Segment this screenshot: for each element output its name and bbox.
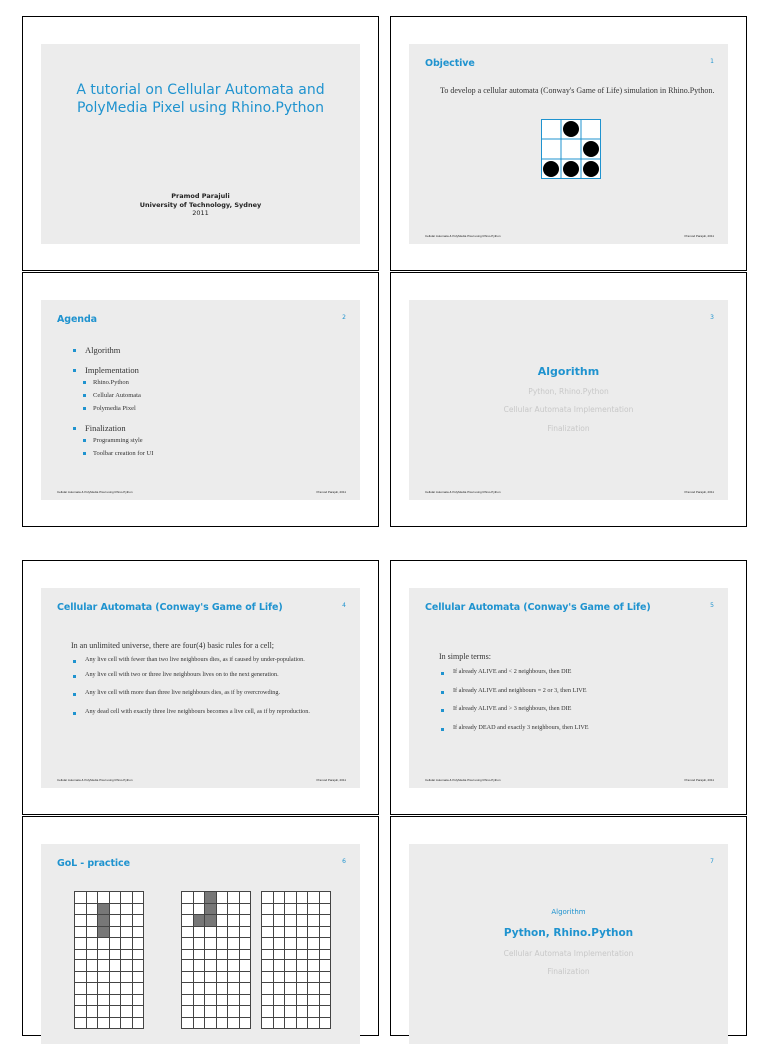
grid-cell bbox=[87, 892, 99, 904]
practice-grid bbox=[181, 959, 251, 1029]
grid-cell bbox=[121, 983, 133, 995]
footer-right: Pramod Parajuli, 2011 bbox=[316, 778, 346, 782]
grid-cell bbox=[262, 960, 274, 972]
grid-cell bbox=[297, 927, 309, 939]
grid-cell bbox=[297, 960, 309, 972]
grid-cell bbox=[308, 972, 320, 984]
grid-cell bbox=[217, 892, 229, 904]
grid-cell bbox=[285, 960, 297, 972]
grid-cell bbox=[194, 1006, 206, 1018]
objective-text: To develop a cellular automata (Conway's Game of Life) simulation in Rhino.Python. bbox=[440, 86, 715, 95]
grid-cell bbox=[308, 927, 320, 939]
grid-cell bbox=[285, 995, 297, 1007]
grid-cell bbox=[240, 915, 252, 927]
slide-title: Objective bbox=[425, 58, 475, 69]
grid-cell bbox=[205, 938, 217, 950]
grid-cell bbox=[228, 938, 240, 950]
grid-cell bbox=[262, 1018, 274, 1030]
grid-cell bbox=[75, 983, 87, 995]
section-heading: Algorithm bbox=[537, 365, 600, 378]
grid-cell bbox=[121, 904, 133, 916]
agenda-subitem: Rhino.Python bbox=[71, 378, 331, 387]
grid-cell bbox=[182, 972, 194, 984]
grid-cell bbox=[133, 1006, 145, 1018]
section-subitem: Algorithm bbox=[551, 908, 586, 916]
slide-title: GoL - practice bbox=[57, 858, 130, 869]
grid-cell bbox=[182, 904, 194, 916]
grid-cell bbox=[297, 904, 309, 916]
grid-cell bbox=[217, 927, 229, 939]
rule-item: Any live cell with fewer than two live neighbours dies, as if caused by under-population. bbox=[71, 656, 346, 665]
grid-cell bbox=[194, 995, 206, 1007]
grid-cell bbox=[182, 995, 194, 1007]
live-cell bbox=[205, 904, 217, 916]
grid-cell bbox=[308, 904, 320, 916]
slide-agenda bbox=[41, 300, 360, 500]
grid-cell bbox=[308, 995, 320, 1007]
grid-cell bbox=[75, 1006, 87, 1018]
simple-intro: In simple terms: bbox=[439, 652, 491, 661]
grid-cell bbox=[217, 983, 229, 995]
grid-cell bbox=[133, 904, 145, 916]
grid-cell bbox=[228, 927, 240, 939]
grid-cell bbox=[262, 972, 274, 984]
grid-cell bbox=[285, 1006, 297, 1018]
grid-cell bbox=[297, 892, 309, 904]
grid-cell bbox=[240, 938, 252, 950]
practice-grid bbox=[181, 891, 251, 961]
grid-cell bbox=[87, 915, 99, 927]
rule-item: Any live cell with more than three live neighbours dies, as if by overcrowding. bbox=[71, 689, 346, 698]
grid-cell bbox=[121, 938, 133, 950]
grid-cell bbox=[205, 1006, 217, 1018]
slide-title: Agenda bbox=[57, 314, 97, 325]
slide-number: 4 bbox=[342, 602, 346, 609]
grid-cell bbox=[194, 1018, 206, 1030]
grid-cell bbox=[133, 927, 145, 939]
grid-cell bbox=[308, 983, 320, 995]
grid-cell bbox=[217, 915, 229, 927]
grid-cell bbox=[240, 983, 252, 995]
grid-cell bbox=[98, 1018, 110, 1030]
grid-cell bbox=[217, 904, 229, 916]
footer-left: Cellular Automata & PolyMedia Pixel using Rhino.Python bbox=[425, 778, 501, 782]
grid-cell bbox=[98, 995, 110, 1007]
slide-title: Cellular Automata (Conway's Game of Life) bbox=[57, 602, 283, 613]
grid-cell bbox=[274, 1018, 286, 1030]
agenda-subitem: Toolbar creation for UI bbox=[71, 449, 331, 458]
grid-cell bbox=[87, 927, 99, 939]
slide-objective bbox=[409, 44, 728, 244]
grid-cell bbox=[320, 938, 332, 950]
grid-cell bbox=[121, 1018, 133, 1030]
live-cell bbox=[205, 915, 217, 927]
grid-cell bbox=[274, 904, 286, 916]
page-frame bbox=[22, 16, 379, 271]
grid-cell bbox=[98, 983, 110, 995]
grid-cell bbox=[75, 938, 87, 950]
grid-cell bbox=[285, 892, 297, 904]
grid-cell bbox=[121, 1006, 133, 1018]
footer-left: Cellular Automata & PolyMedia Pixel using Rhino.Python bbox=[425, 490, 501, 494]
grid-cell bbox=[297, 938, 309, 950]
grid-cell bbox=[110, 960, 122, 972]
grid-cell bbox=[228, 960, 240, 972]
grid-cell bbox=[182, 892, 194, 904]
grid-cell bbox=[133, 972, 145, 984]
grid-cell bbox=[240, 972, 252, 984]
grid-cell bbox=[182, 915, 194, 927]
slide-number: 7 bbox=[710, 858, 714, 865]
grid-cell bbox=[217, 960, 229, 972]
grid-cell bbox=[121, 915, 133, 927]
page-frame bbox=[390, 816, 747, 1036]
grid-cell bbox=[75, 960, 87, 972]
grid-cell bbox=[121, 972, 133, 984]
grid-cell bbox=[320, 927, 332, 939]
grid-cell bbox=[121, 960, 133, 972]
grid-cell bbox=[285, 983, 297, 995]
grid-cell bbox=[110, 1018, 122, 1030]
slide-number: 3 bbox=[710, 314, 714, 321]
agenda-item: Implementation bbox=[71, 365, 331, 376]
slide-number: 6 bbox=[342, 858, 346, 865]
live-cell bbox=[543, 161, 559, 177]
grid-cell bbox=[75, 904, 87, 916]
grid-cell bbox=[240, 960, 252, 972]
grid-cell bbox=[87, 983, 99, 995]
grid-cell bbox=[228, 995, 240, 1007]
grid-cell bbox=[297, 1018, 309, 1030]
live-cell bbox=[98, 927, 110, 939]
grid-cell bbox=[228, 983, 240, 995]
author-org: University of Technology, Sydney bbox=[139, 200, 262, 209]
grid-cell bbox=[308, 938, 320, 950]
grid-cell bbox=[87, 1006, 99, 1018]
grid-cell bbox=[182, 960, 194, 972]
presentation-year: 2011 bbox=[192, 209, 209, 217]
grid-cell bbox=[110, 915, 122, 927]
grid-cell bbox=[205, 927, 217, 939]
grid-cell bbox=[182, 1006, 194, 1018]
practice-grid bbox=[74, 959, 144, 1029]
grid-cell bbox=[285, 1018, 297, 1030]
grid-cell bbox=[98, 1006, 110, 1018]
rules-intro: In an unlimited universe, there are four(4) basic rules for a cell; bbox=[71, 641, 275, 650]
grid-cell bbox=[205, 983, 217, 995]
glider-diagram bbox=[541, 119, 601, 179]
simple-rule-item: If already ALIVE and < 2 neighbours, then DIE bbox=[439, 668, 714, 677]
grid-cell bbox=[274, 1006, 286, 1018]
grid-cell bbox=[182, 927, 194, 939]
grid-cell bbox=[182, 983, 194, 995]
grid-cell bbox=[217, 938, 229, 950]
simple-rule-item: If already DEAD and exactly 3 neighbours, then LIVE bbox=[439, 724, 714, 733]
footer-right: Pramod Parajuli, 2011 bbox=[684, 234, 714, 238]
page-frame bbox=[390, 560, 747, 815]
grid-cell bbox=[262, 904, 274, 916]
grid-cell bbox=[274, 915, 286, 927]
grid-cell bbox=[110, 927, 122, 939]
live-cell bbox=[583, 141, 599, 157]
slide-gol-rules bbox=[41, 588, 360, 788]
grid-cell bbox=[274, 892, 286, 904]
grid-cell bbox=[110, 1006, 122, 1018]
footer-right: Pramod Parajuli, 2011 bbox=[684, 490, 714, 494]
grid-cell bbox=[320, 1018, 332, 1030]
grid-cell bbox=[320, 892, 332, 904]
grid-cell bbox=[285, 904, 297, 916]
grid-cell bbox=[240, 995, 252, 1007]
grid-cell bbox=[133, 915, 145, 927]
grid-cell bbox=[274, 972, 286, 984]
presentation-title: A tutorial on Cellular Automata and PolyMedia Pixel using Rhino.Python bbox=[76, 82, 325, 116]
grid-cell bbox=[110, 938, 122, 950]
grid-cell bbox=[87, 1018, 99, 1030]
section-heading: Python, Rhino.Python bbox=[503, 927, 634, 939]
grid-cell bbox=[98, 892, 110, 904]
grid-cell bbox=[194, 904, 206, 916]
page-frame bbox=[22, 816, 379, 1036]
grid-cell bbox=[194, 983, 206, 995]
grid-cell bbox=[87, 904, 99, 916]
footer-left: Cellular Automata & PolyMedia Pixel using Rhino.Python bbox=[57, 778, 133, 782]
grid-cell bbox=[75, 915, 87, 927]
agenda-subitem: Programming style bbox=[71, 436, 331, 445]
grid-cell bbox=[297, 995, 309, 1007]
grid-cell bbox=[228, 1006, 240, 1018]
grid-cell bbox=[274, 995, 286, 1007]
grid-cell bbox=[75, 995, 87, 1007]
grid-cell bbox=[297, 972, 309, 984]
live-cell bbox=[563, 161, 579, 177]
practice-grid bbox=[261, 959, 331, 1029]
grid-cell bbox=[121, 927, 133, 939]
grid-cell bbox=[110, 995, 122, 1007]
grid-cell bbox=[285, 927, 297, 939]
grid-cell bbox=[308, 1006, 320, 1018]
grid-cell bbox=[182, 1018, 194, 1030]
grid-cell bbox=[285, 915, 297, 927]
grid-cell bbox=[308, 915, 320, 927]
practice-grid bbox=[74, 891, 144, 961]
page-frame bbox=[22, 272, 379, 527]
grid-cell bbox=[110, 983, 122, 995]
grid-cell bbox=[194, 960, 206, 972]
grid-cell bbox=[320, 983, 332, 995]
grid-cell bbox=[262, 995, 274, 1007]
grid-cell bbox=[75, 1018, 87, 1030]
grid-cell bbox=[262, 892, 274, 904]
grid-cell bbox=[217, 972, 229, 984]
slide-number: 1 bbox=[710, 58, 714, 65]
slide-gol-simple bbox=[409, 588, 728, 788]
rule-item: Any live cell with two or three live neighbours lives on to the next generation. bbox=[71, 671, 346, 680]
slide-title: Cellular Automata (Conway's Game of Life) bbox=[425, 602, 651, 613]
slide-section-algorithm bbox=[409, 300, 728, 500]
grid-cell bbox=[133, 960, 145, 972]
grid-cell bbox=[274, 960, 286, 972]
grid-cell bbox=[217, 1018, 229, 1030]
agenda-subitem: Polymedia Pixel bbox=[71, 404, 331, 413]
grid-cell bbox=[194, 892, 206, 904]
live-cell bbox=[205, 892, 217, 904]
live-cell bbox=[98, 915, 110, 927]
live-cell bbox=[583, 161, 599, 177]
grid-cell bbox=[262, 915, 274, 927]
grid-cell bbox=[98, 972, 110, 984]
grid-cell bbox=[110, 892, 122, 904]
grid-cell bbox=[194, 927, 206, 939]
grid-cell bbox=[75, 972, 87, 984]
page-frame bbox=[390, 16, 747, 271]
grid-cell bbox=[320, 1006, 332, 1018]
simple-rule-item: If already ALIVE and neighbours = 2 or 3, then LIVE bbox=[439, 687, 714, 696]
grid-cell bbox=[217, 1006, 229, 1018]
grid-cell bbox=[262, 938, 274, 950]
agenda-item: Finalization bbox=[71, 423, 331, 434]
grid-cell bbox=[194, 938, 206, 950]
live-cell bbox=[563, 121, 579, 137]
grid-cell bbox=[320, 904, 332, 916]
agenda-subitem: Cellular Automata bbox=[71, 391, 331, 400]
slide-number: 2 bbox=[342, 314, 346, 321]
grid-cell bbox=[205, 960, 217, 972]
grid-cell bbox=[262, 983, 274, 995]
section-subitem: Finalization bbox=[547, 424, 590, 433]
grid-cell bbox=[75, 892, 87, 904]
grid-cell bbox=[133, 892, 145, 904]
grid-cell bbox=[182, 938, 194, 950]
slide-gol-practice bbox=[41, 844, 360, 1044]
grid-cell bbox=[297, 983, 309, 995]
grid-cell bbox=[240, 904, 252, 916]
grid-cell bbox=[228, 904, 240, 916]
grid-cell bbox=[133, 938, 145, 950]
grid-cell bbox=[240, 892, 252, 904]
grid-cell bbox=[297, 915, 309, 927]
rule-item: Any dead cell with exactly three live neighbours becomes a live cell, as if by reproduction. bbox=[71, 708, 346, 717]
grid-cell bbox=[87, 938, 99, 950]
grid-cell bbox=[240, 1018, 252, 1030]
grid-cell bbox=[320, 995, 332, 1007]
grid-cell bbox=[98, 960, 110, 972]
grid-cell bbox=[121, 995, 133, 1007]
simple-rule-item: If already ALIVE and > 3 neighbours, then DIE bbox=[439, 705, 714, 714]
grid-cell bbox=[87, 972, 99, 984]
grid-cell bbox=[133, 995, 145, 1007]
grid-cell bbox=[228, 1018, 240, 1030]
grid-cell bbox=[228, 915, 240, 927]
grid-cell bbox=[110, 904, 122, 916]
author-name: Pramod Parajuli bbox=[171, 192, 230, 200]
footer-left: Cellular Automata & PolyMedia Pixel using Rhino.Python bbox=[425, 234, 501, 238]
grid-cell bbox=[228, 892, 240, 904]
section-subitem: Finalization bbox=[547, 967, 590, 976]
section-subitem: Cellular Automata Implementation bbox=[503, 405, 634, 414]
grid-cell bbox=[87, 960, 99, 972]
grid-cell bbox=[274, 938, 286, 950]
grid-cell bbox=[110, 972, 122, 984]
grid-cell bbox=[285, 938, 297, 950]
section-subitem: Cellular Automata Implementation bbox=[503, 949, 634, 958]
section-subitem: Python, Rhino.Python bbox=[528, 387, 609, 396]
live-cell bbox=[194, 915, 206, 927]
grid-cell bbox=[121, 892, 133, 904]
grid-cell bbox=[205, 972, 217, 984]
footer-right: Pramod Parajuli, 2011 bbox=[684, 778, 714, 782]
grid-cell bbox=[133, 983, 145, 995]
slide-section-python bbox=[409, 844, 728, 1044]
live-cell bbox=[98, 904, 110, 916]
grid-cell bbox=[133, 1018, 145, 1030]
agenda-item: Algorithm bbox=[71, 345, 331, 356]
grid-cell bbox=[320, 972, 332, 984]
grid-cell bbox=[320, 960, 332, 972]
grid-cell bbox=[240, 1006, 252, 1018]
grid-cell bbox=[285, 972, 297, 984]
grid-cell bbox=[228, 972, 240, 984]
grid-cell bbox=[308, 960, 320, 972]
grid-cell bbox=[320, 915, 332, 927]
practice-grid bbox=[261, 891, 331, 961]
grid-cell bbox=[308, 892, 320, 904]
grid-cell bbox=[87, 995, 99, 1007]
grid-cell bbox=[194, 972, 206, 984]
grid-cell bbox=[262, 927, 274, 939]
grid-cell bbox=[240, 927, 252, 939]
grid-cell bbox=[274, 927, 286, 939]
grid-cell bbox=[75, 927, 87, 939]
grid-cell bbox=[297, 1006, 309, 1018]
footer-left: Cellular Automata & PolyMedia Pixel using Rhino.Python bbox=[57, 490, 133, 494]
slide-title bbox=[41, 44, 360, 244]
grid-cell bbox=[98, 938, 110, 950]
grid-cell bbox=[217, 995, 229, 1007]
grid-cell bbox=[262, 1006, 274, 1018]
grid-cell bbox=[308, 1018, 320, 1030]
grid-cell bbox=[274, 983, 286, 995]
page-frame bbox=[22, 560, 379, 815]
grid-cell bbox=[205, 1018, 217, 1030]
footer-right: Pramod Parajuli, 2011 bbox=[316, 490, 346, 494]
slide-number: 5 bbox=[710, 602, 714, 609]
grid-cell bbox=[205, 995, 217, 1007]
page-frame bbox=[390, 272, 747, 527]
